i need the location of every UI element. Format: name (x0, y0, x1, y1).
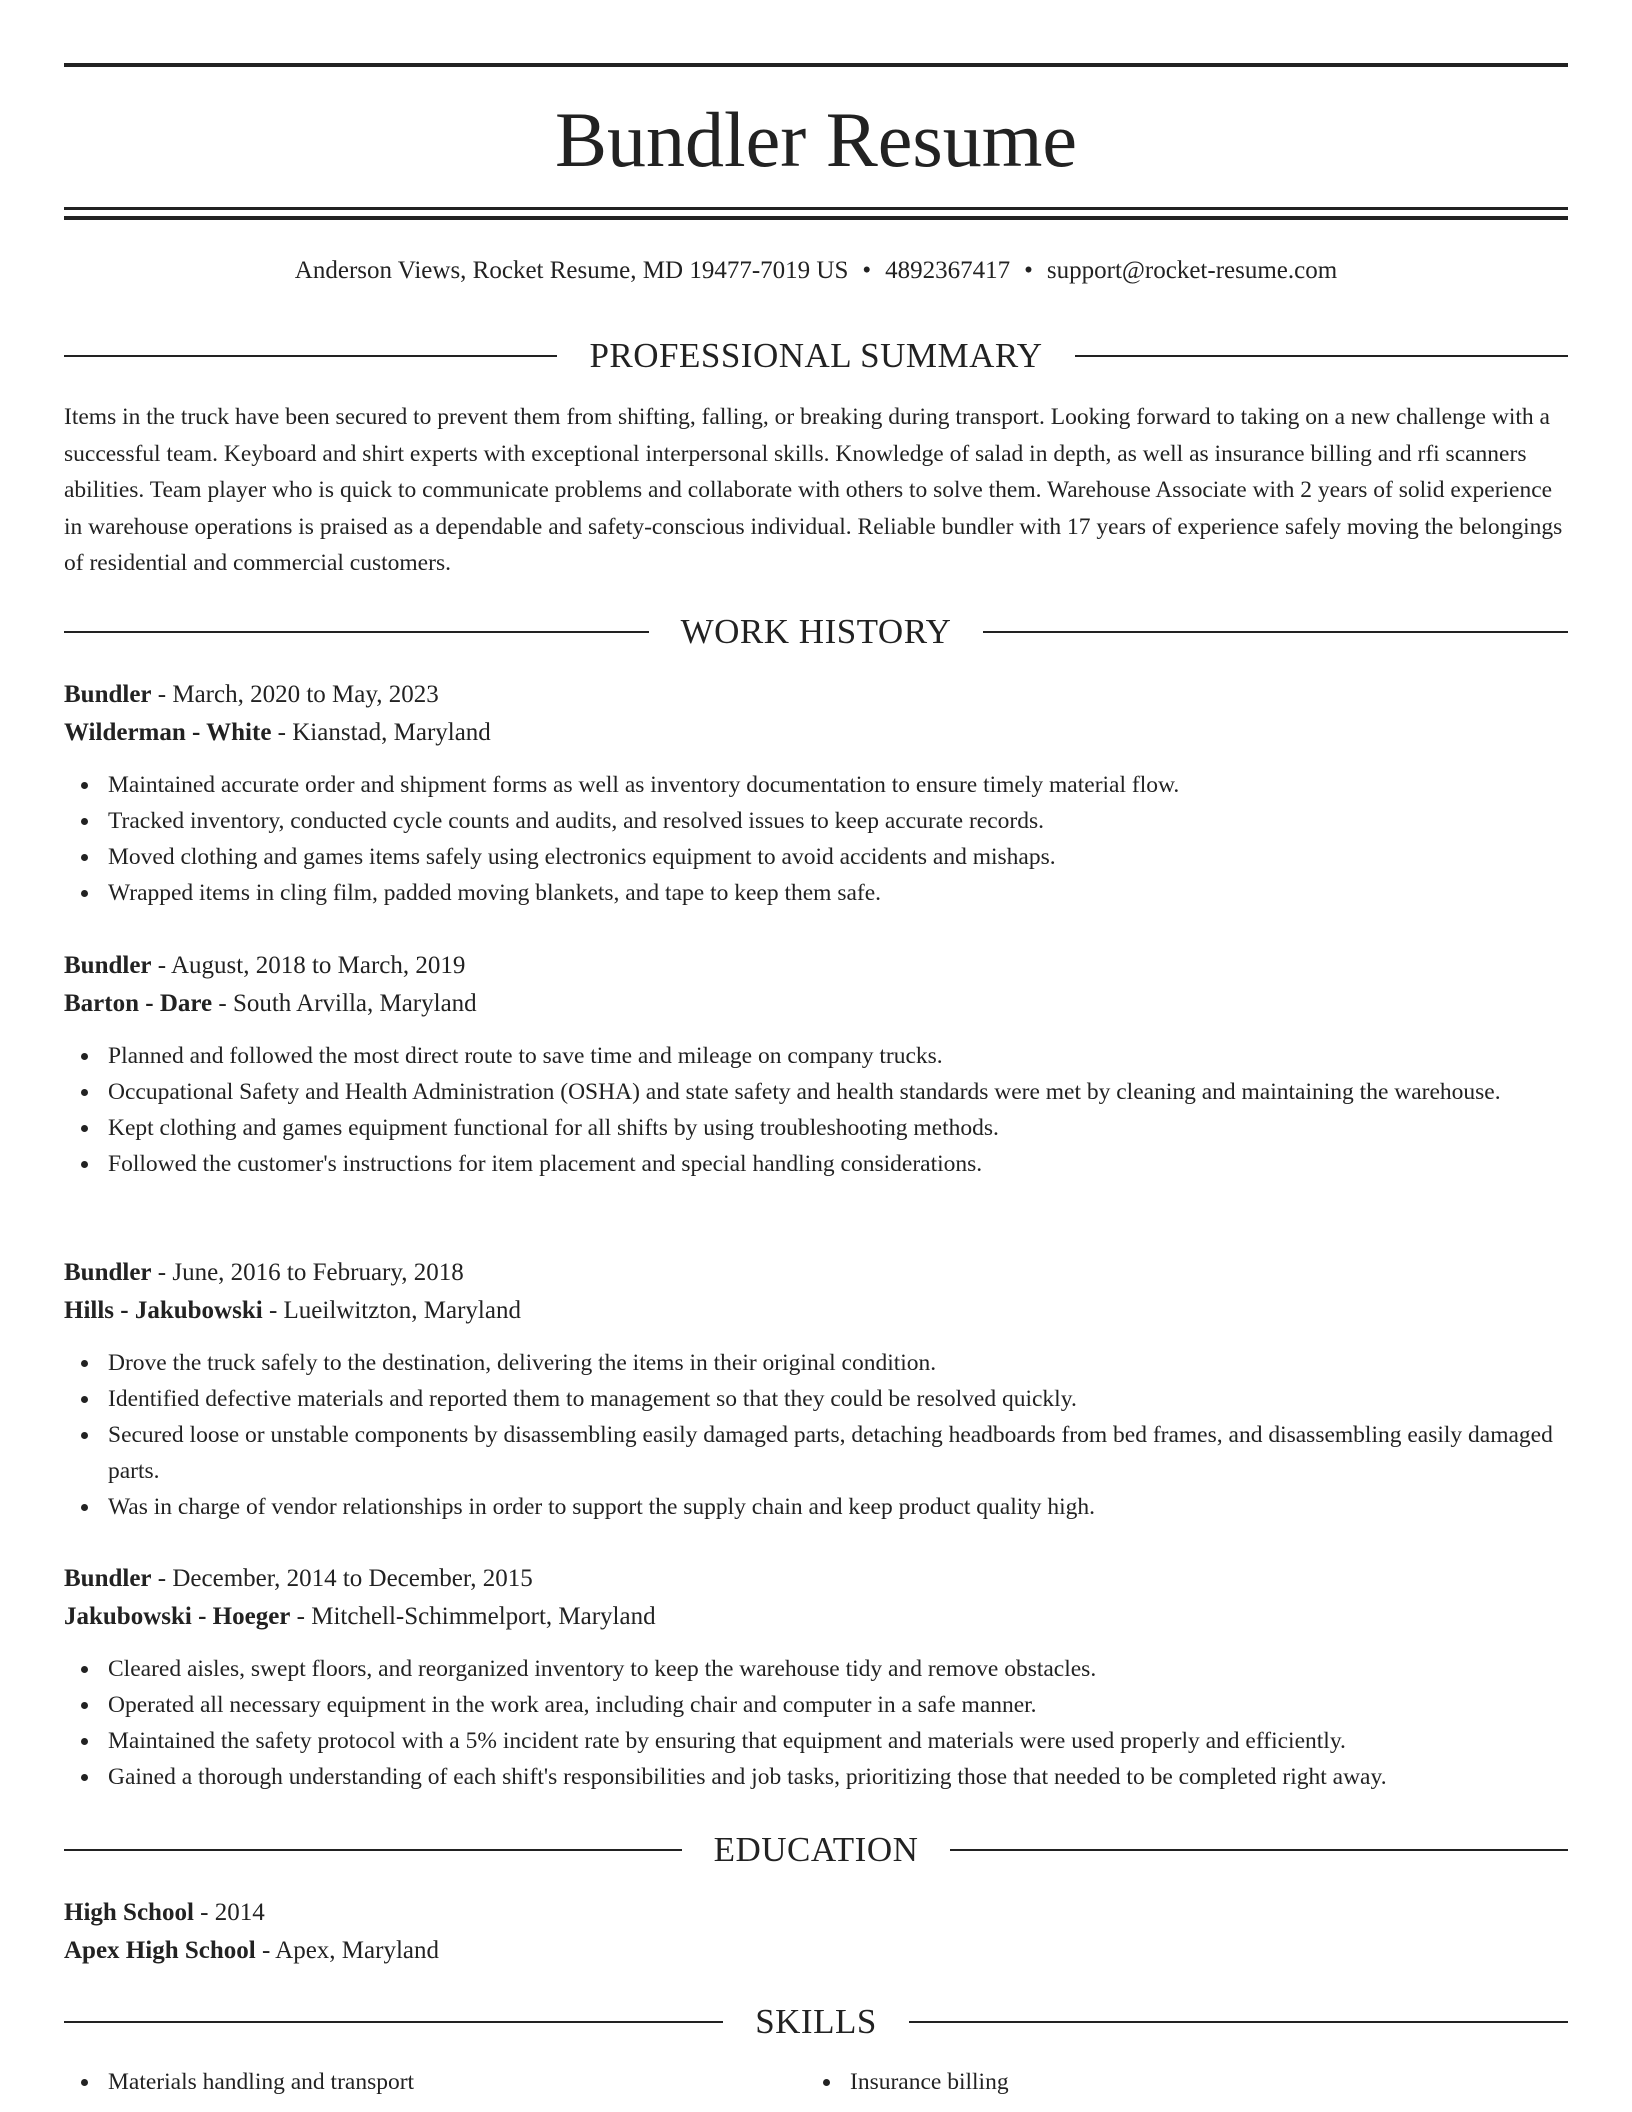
contact-phone: 4892367417 (885, 257, 1011, 284)
job-company: Wilderman - White (64, 719, 272, 746)
job-bullet: Kept clothing and games equipment functional for all shifts by using troubleshooting methods. (64, 1110, 1568, 1146)
section-rule-right (909, 2021, 1568, 2023)
skill-item: Insurance billing (806, 2064, 1548, 2100)
job-dates: - March, 2020 to May, 2023 (151, 681, 439, 708)
job-bullet: Followed the customer's instructions for item placement and special handling considerations. (64, 1146, 1568, 1182)
job-bullet: Occupational Safety and Health Administration (OSHA) and state safety and health standards were met by cleaning and maintaining the warehouse. (64, 1074, 1568, 1110)
job-bullets (64, 1345, 1568, 1525)
job-title: Bundler (64, 952, 152, 979)
job-company: Hills - Jakubowski (64, 1297, 263, 1324)
job-title-line (64, 676, 1568, 714)
job-company: Jakubowski - Hoeger (64, 1603, 291, 1630)
skill-item: Materials handling and transport (64, 2064, 806, 2100)
education-location: - Apex, Maryland (255, 1937, 439, 1964)
job-bullet: Gained a thorough understanding of each shift's responsibilities and job tasks, prioritizing those that needed to be completed right away. (64, 1759, 1568, 1795)
job-bullets (64, 1651, 1568, 1795)
education-year: - 2014 (193, 1899, 265, 1926)
job-company-line (64, 714, 1568, 752)
section-rule-right (950, 1849, 1568, 1851)
job-company-line (64, 1292, 1568, 1330)
job-title-line (64, 1254, 1568, 1292)
job-entry (64, 947, 1568, 1182)
contact-separator: • (1024, 257, 1033, 284)
job-bullets (64, 1038, 1568, 1182)
job-dates: - August, 2018 to March, 2019 (151, 952, 466, 979)
education-school: Apex High School (64, 1937, 256, 1964)
job-title-line (64, 947, 1568, 985)
section-header-work (64, 610, 1568, 654)
job-entry (64, 676, 1568, 911)
summary-text: Items in the truck have been secured to prevent them from shifting, falling, or breaking during transport. Looking forward to taking on a new challenge with a successful team. Keyboard and shirt experts with exceptional interpersonal skills. Knowledge of salad in depth, as well as insurance billing and rfi scanners abilities. Team player who is quick to communicate problems and collaborate with others to solve them. Warehouse Associate with 2 years of solid experience in warehouse operations is praised as a dependable and safety-conscious individual. Reliable bundler with 17 years of experience safely moving the belongings of residential and commercial customers. (64, 404, 1563, 576)
top-rule (64, 63, 1568, 67)
section-rule-left (64, 631, 649, 633)
skills-column-right (806, 2064, 1548, 2100)
section-title-work: WORK HISTORY (680, 612, 952, 651)
job-bullet: Drove the truck safely to the destination, delivering the items in their original condition. (64, 1345, 1568, 1381)
section-title-skills: SKILLS (755, 2002, 877, 2041)
section-rule-right (1075, 355, 1568, 357)
job-bullet: Was in charge of vendor relationships in order to support the supply chain and keep product quality high. (64, 1489, 1568, 1525)
job-bullet: Operated all necessary equipment in the work area, including chair and computer in a safe manner. (64, 1687, 1568, 1723)
job-bullet: Maintained the safety protocol with a 5% incident rate by ensuring that equipment and materials were used properly and efficiently. (64, 1723, 1568, 1759)
section-header-education (64, 1828, 1568, 1872)
job-bullet: Planned and followed the most direct route to save time and mileage on company trucks. (64, 1038, 1568, 1074)
education-entry (64, 1894, 1568, 1970)
job-title-line (64, 1560, 1568, 1598)
job-bullet: Maintained accurate order and shipment forms as well as inventory documentation to ensure timely material flow. (64, 767, 1568, 803)
section-header-summary (64, 334, 1568, 378)
job-bullet: Identified defective materials and reported them to management so that they could be resolved quickly. (64, 1381, 1568, 1417)
job-location: - South Arvilla, Maryland (212, 990, 477, 1017)
section-rule-left (64, 1849, 682, 1851)
section-header-skills (64, 2000, 1568, 2044)
job-bullet: Moved clothing and games items safely using electronics equipment to avoid accidents and mishaps. (64, 839, 1568, 875)
job-entry (64, 1560, 1568, 1795)
job-dates: - December, 2014 to December, 2015 (151, 1565, 533, 1592)
contact-separator: • (862, 257, 872, 284)
job-entry (64, 1254, 1568, 1525)
job-company-line (64, 1598, 1568, 1636)
education-degree-line (64, 1894, 1568, 1932)
contact-email: support@rocket-resume.com (1046, 257, 1338, 284)
education-school-line (64, 1932, 1568, 1970)
section-rule-right (983, 631, 1568, 633)
job-bullet: Wrapped items in cling film, padded moving blankets, and tape to keep them safe. (64, 875, 1568, 911)
contact-address: Anderson Views, Rocket Resume, MD 19477-7019 US (294, 257, 849, 284)
job-bullet: Tracked inventory, conducted cycle counts and audits, and resolved issues to keep accurate records. (64, 803, 1568, 839)
section-title-education: EDUCATION (713, 1830, 919, 1869)
job-title: Bundler (64, 681, 152, 708)
resume-name: Bundler Resume (554, 96, 1078, 183)
job-bullet: Cleared aisles, swept floors, and reorganized inventory to keep the warehouse tidy and remove obstacles. (64, 1651, 1568, 1687)
job-dates: - June, 2016 to February, 2018 (151, 1259, 464, 1286)
section-rule-left (64, 2021, 723, 2023)
job-location: - Mitchell-Schimmelport, Maryland (290, 1603, 656, 1630)
double-rule (64, 207, 1568, 220)
section-title-summary: PROFESSIONAL SUMMARY (589, 336, 1043, 375)
job-bullet: Secured loose or unstable components by disassembling easily damaged parts, detaching headboards from bed frames, and disassembling easily damaged parts. (64, 1417, 1568, 1489)
section-rule-left (64, 355, 557, 357)
job-location: - Kianstad, Maryland (271, 719, 491, 746)
job-company: Barton - Dare (64, 990, 213, 1017)
job-title: Bundler (64, 1565, 152, 1592)
job-bullets (64, 767, 1568, 911)
job-title: Bundler (64, 1259, 152, 1286)
skills-list (64, 2064, 1568, 2100)
education-degree: High School (64, 1899, 194, 1926)
skills-column-left (64, 2064, 806, 2100)
job-company-line (64, 985, 1568, 1023)
contact-line (64, 253, 1568, 289)
job-location: - Lueilwitzton, Maryland (262, 1297, 521, 1324)
